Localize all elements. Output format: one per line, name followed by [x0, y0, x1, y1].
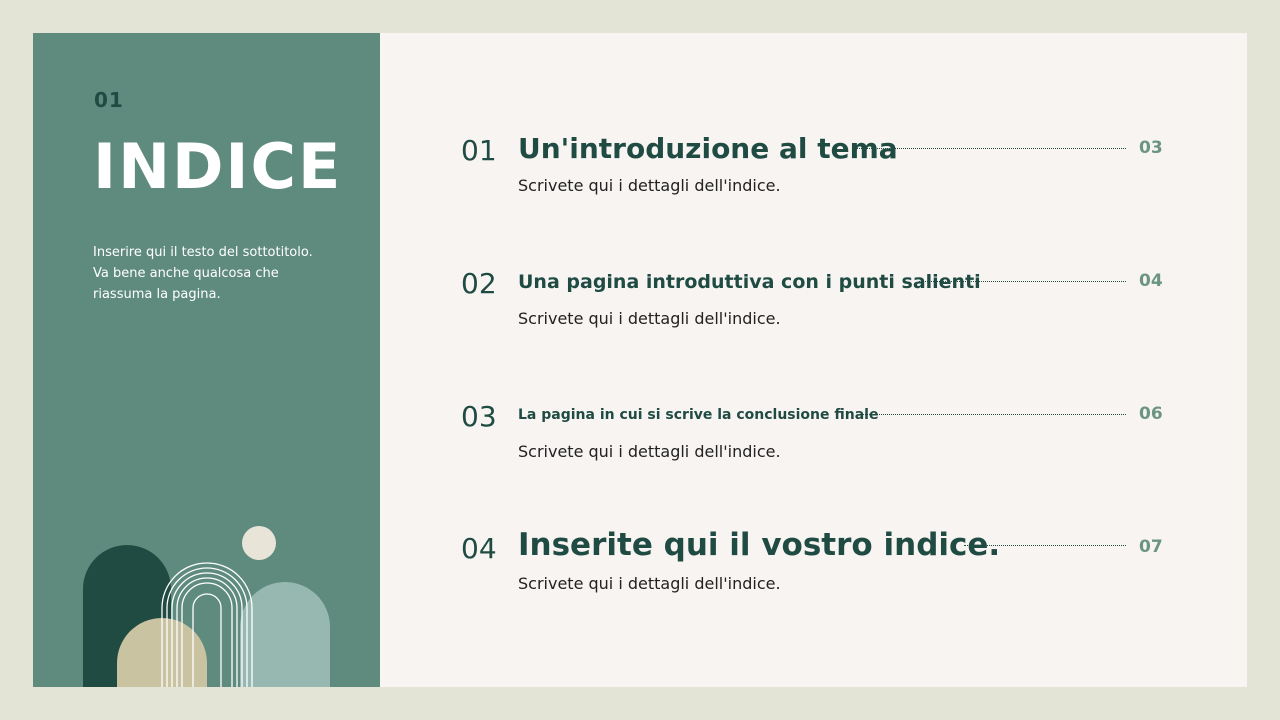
entry-page-number: 07: [1139, 537, 1163, 557]
toc-entry[interactable]: [461, 528, 1181, 608]
entry-page-number: 06: [1139, 404, 1163, 424]
pale-teal-arch: [240, 582, 330, 687]
toc-entry[interactable]: [461, 264, 1181, 344]
toc-entry[interactable]: [461, 131, 1181, 211]
entry-description: Scrivete qui i dettagli dell'indice.: [518, 574, 781, 593]
entry-description: Scrivete qui i dettagli dell'indice.: [518, 442, 781, 461]
entry-description: Scrivete qui i dettagli dell'indice.: [518, 309, 781, 328]
entry-title: Un'introduzione al tema: [518, 132, 898, 165]
decorative-arches: [33, 33, 380, 687]
toc-entry[interactable]: [461, 397, 1181, 477]
dotted-leader: [853, 148, 1126, 149]
entry-number: 01: [461, 134, 497, 167]
entry-number: 02: [461, 267, 497, 300]
page-number: 01: [94, 88, 124, 112]
page-subtitle: Inserire qui il testo del sottotitolo. Va bene anche qualcosa che riassuma la pagina.: [93, 245, 313, 302]
entry-number: 03: [461, 400, 497, 433]
page-title: INDICE: [93, 130, 343, 203]
entry-page-number: 04: [1139, 271, 1163, 291]
entry-number: 04: [461, 532, 497, 565]
dotted-leader: [861, 414, 1126, 415]
entry-description: Scrivete qui i dettagli dell'indice.: [518, 176, 781, 195]
entry-title: Inserite qui il vostro indice.: [518, 527, 1001, 563]
entry-page-number: 03: [1139, 138, 1163, 158]
entry-title: La pagina in cui si scrive la conclusione finale: [518, 407, 879, 423]
sidebar-panel: [33, 33, 380, 687]
dotted-leader: [919, 281, 1126, 282]
cream-circle: [242, 526, 276, 560]
entry-title: Una pagina introduttiva con i punti salienti: [518, 271, 981, 293]
dotted-leader: [964, 545, 1126, 546]
slide: [33, 33, 1247, 687]
